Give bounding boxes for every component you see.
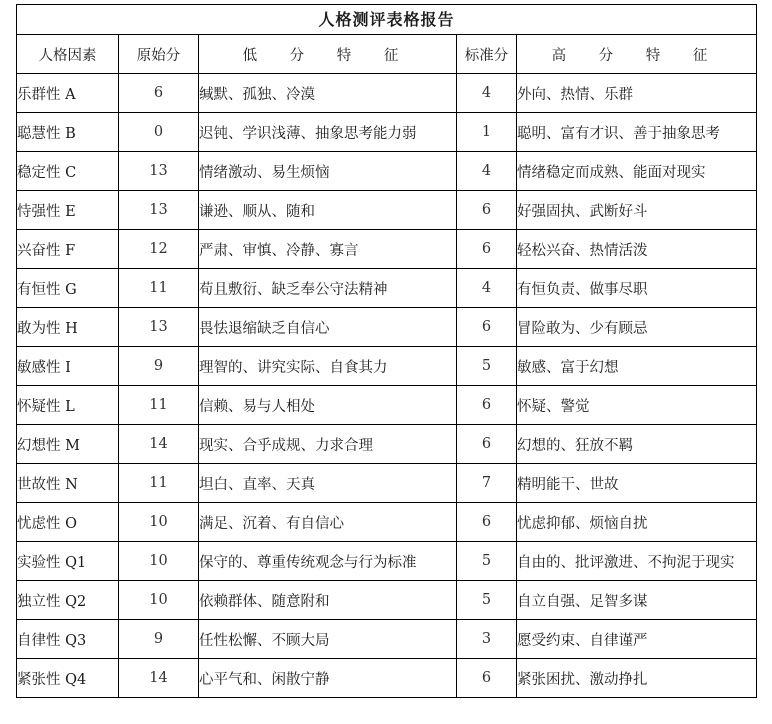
high-traits-cell: 敏感、富于幻想	[517, 347, 757, 386]
table-row	[17, 659, 757, 698]
low-traits-cell: 迟钝、学识浅薄、抽象思考能力弱	[199, 113, 457, 152]
header-high-traits: 高 分 特 征	[517, 35, 757, 74]
raw-score-cell: 13	[119, 152, 199, 191]
standard-score-cell: 5	[457, 581, 517, 620]
standard-score-cell: 6	[457, 659, 517, 698]
standard-score-cell: 4	[457, 269, 517, 308]
raw-score-cell: 13	[119, 308, 199, 347]
raw-score-cell: 9	[119, 620, 199, 659]
raw-score-cell: 0	[119, 113, 199, 152]
table-row	[17, 269, 757, 308]
table-row	[17, 464, 757, 503]
header-raw-score: 原始分	[119, 35, 199, 74]
table-row	[17, 152, 757, 191]
table-row	[17, 581, 757, 620]
standard-score-cell: 1	[457, 113, 517, 152]
factor-cell: 稳定性 C	[17, 152, 119, 191]
standard-score-cell: 5	[457, 347, 517, 386]
low-traits-cell: 畏怯退缩缺乏自信心	[199, 308, 457, 347]
factor-cell: 聪慧性 B	[17, 113, 119, 152]
standard-score-cell: 4	[457, 74, 517, 113]
high-traits-cell: 冒险敢为、少有顾忌	[517, 308, 757, 347]
raw-score-cell: 11	[119, 386, 199, 425]
low-traits-cell: 苟且敷衍、缺乏奉公守法精神	[199, 269, 457, 308]
header-row	[17, 35, 757, 74]
raw-score-cell: 12	[119, 230, 199, 269]
factor-cell: 紧张性 Q4	[17, 659, 119, 698]
table-row	[17, 425, 757, 464]
raw-score-cell: 10	[119, 581, 199, 620]
header-factor: 人格因素	[17, 35, 119, 74]
raw-score-cell: 6	[119, 74, 199, 113]
standard-score-cell: 7	[457, 464, 517, 503]
high-traits-cell: 轻松兴奋、热情活泼	[517, 230, 757, 269]
factor-cell: 有恒性 G	[17, 269, 119, 308]
high-traits-cell: 幻想的、狂放不羁	[517, 425, 757, 464]
high-traits-cell: 精明能干、世故	[517, 464, 757, 503]
header-low-traits: 低 分 特 征	[199, 35, 457, 74]
table-row	[17, 113, 757, 152]
high-traits-cell: 自由的、批评激进、不拘泥于现实	[517, 542, 757, 581]
raw-score-cell: 10	[119, 503, 199, 542]
low-traits-cell: 任性松懈、不顾大局	[199, 620, 457, 659]
low-traits-cell: 信赖、易与人相处	[199, 386, 457, 425]
high-traits-cell: 忧虑抑郁、烦恼自扰	[517, 503, 757, 542]
raw-score-cell: 11	[119, 464, 199, 503]
standard-score-cell: 6	[457, 191, 517, 230]
table-row	[17, 191, 757, 230]
low-traits-cell: 保守的、尊重传统观念与行为标准	[199, 542, 457, 581]
high-traits-cell: 紧张困扰、激动挣扎	[517, 659, 757, 698]
factor-cell: 敏感性 I	[17, 347, 119, 386]
raw-score-cell: 11	[119, 269, 199, 308]
standard-score-cell: 5	[457, 542, 517, 581]
low-traits-cell: 严肃、审慎、冷静、寡言	[199, 230, 457, 269]
standard-score-cell: 6	[457, 308, 517, 347]
high-traits-cell: 情绪稳定而成熟、能面对现实	[517, 152, 757, 191]
table-row	[17, 74, 757, 113]
table-row	[17, 308, 757, 347]
standard-score-cell: 4	[457, 152, 517, 191]
raw-score-cell: 10	[119, 542, 199, 581]
table-row	[17, 503, 757, 542]
raw-score-cell: 13	[119, 191, 199, 230]
standard-score-cell: 6	[457, 425, 517, 464]
factor-cell: 敢为性 H	[17, 308, 119, 347]
factor-cell: 忧虑性 O	[17, 503, 119, 542]
table-row	[17, 620, 757, 659]
high-traits-cell: 怀疑、警觉	[517, 386, 757, 425]
factor-cell: 实验性 Q1	[17, 542, 119, 581]
high-traits-cell: 愿受约束、自律谨严	[517, 620, 757, 659]
factor-cell: 恃强性 E	[17, 191, 119, 230]
table-row	[17, 542, 757, 581]
high-traits-cell: 有恒负责、做事尽职	[517, 269, 757, 308]
factor-cell: 兴奋性 F	[17, 230, 119, 269]
low-traits-cell: 情绪激动、易生烦恼	[199, 152, 457, 191]
factor-cell: 独立性 Q2	[17, 581, 119, 620]
personality-report-table	[16, 4, 757, 698]
table-title: 人格测评表格报告	[16, 4, 757, 34]
table-row	[17, 347, 757, 386]
factor-cell: 世故性 N	[17, 464, 119, 503]
low-traits-cell: 满足、沉着、有自信心	[199, 503, 457, 542]
raw-score-cell: 14	[119, 425, 199, 464]
raw-score-cell: 14	[119, 659, 199, 698]
low-traits-cell: 坦白、直率、天真	[199, 464, 457, 503]
factor-cell: 乐群性 A	[17, 74, 119, 113]
factor-cell: 幻想性 M	[17, 425, 119, 464]
high-traits-cell: 外向、热情、乐群	[517, 74, 757, 113]
high-traits-cell: 聪明、富有才识、善于抽象思考	[517, 113, 757, 152]
standard-score-cell: 6	[457, 503, 517, 542]
table-row	[17, 386, 757, 425]
standard-score-cell: 6	[457, 230, 517, 269]
low-traits-cell: 现实、合乎成规、力求合理	[199, 425, 457, 464]
high-traits-cell: 好强固执、武断好斗	[517, 191, 757, 230]
low-traits-cell: 心平气和、闲散宁静	[199, 659, 457, 698]
low-traits-cell: 缄默、孤独、冷漠	[199, 74, 457, 113]
low-traits-cell: 理智的、讲究实际、自食其力	[199, 347, 457, 386]
low-traits-cell: 谦逊、顺从、随和	[199, 191, 457, 230]
raw-score-cell: 9	[119, 347, 199, 386]
standard-score-cell: 3	[457, 620, 517, 659]
factor-cell: 怀疑性 L	[17, 386, 119, 425]
standard-score-cell: 6	[457, 386, 517, 425]
table-row	[17, 230, 757, 269]
factor-cell: 自律性 Q3	[17, 620, 119, 659]
low-traits-cell: 依赖群体、随意附和	[199, 581, 457, 620]
high-traits-cell: 自立自强、足智多谋	[517, 581, 757, 620]
header-standard-score: 标准分	[457, 35, 517, 74]
table-body	[17, 74, 757, 698]
